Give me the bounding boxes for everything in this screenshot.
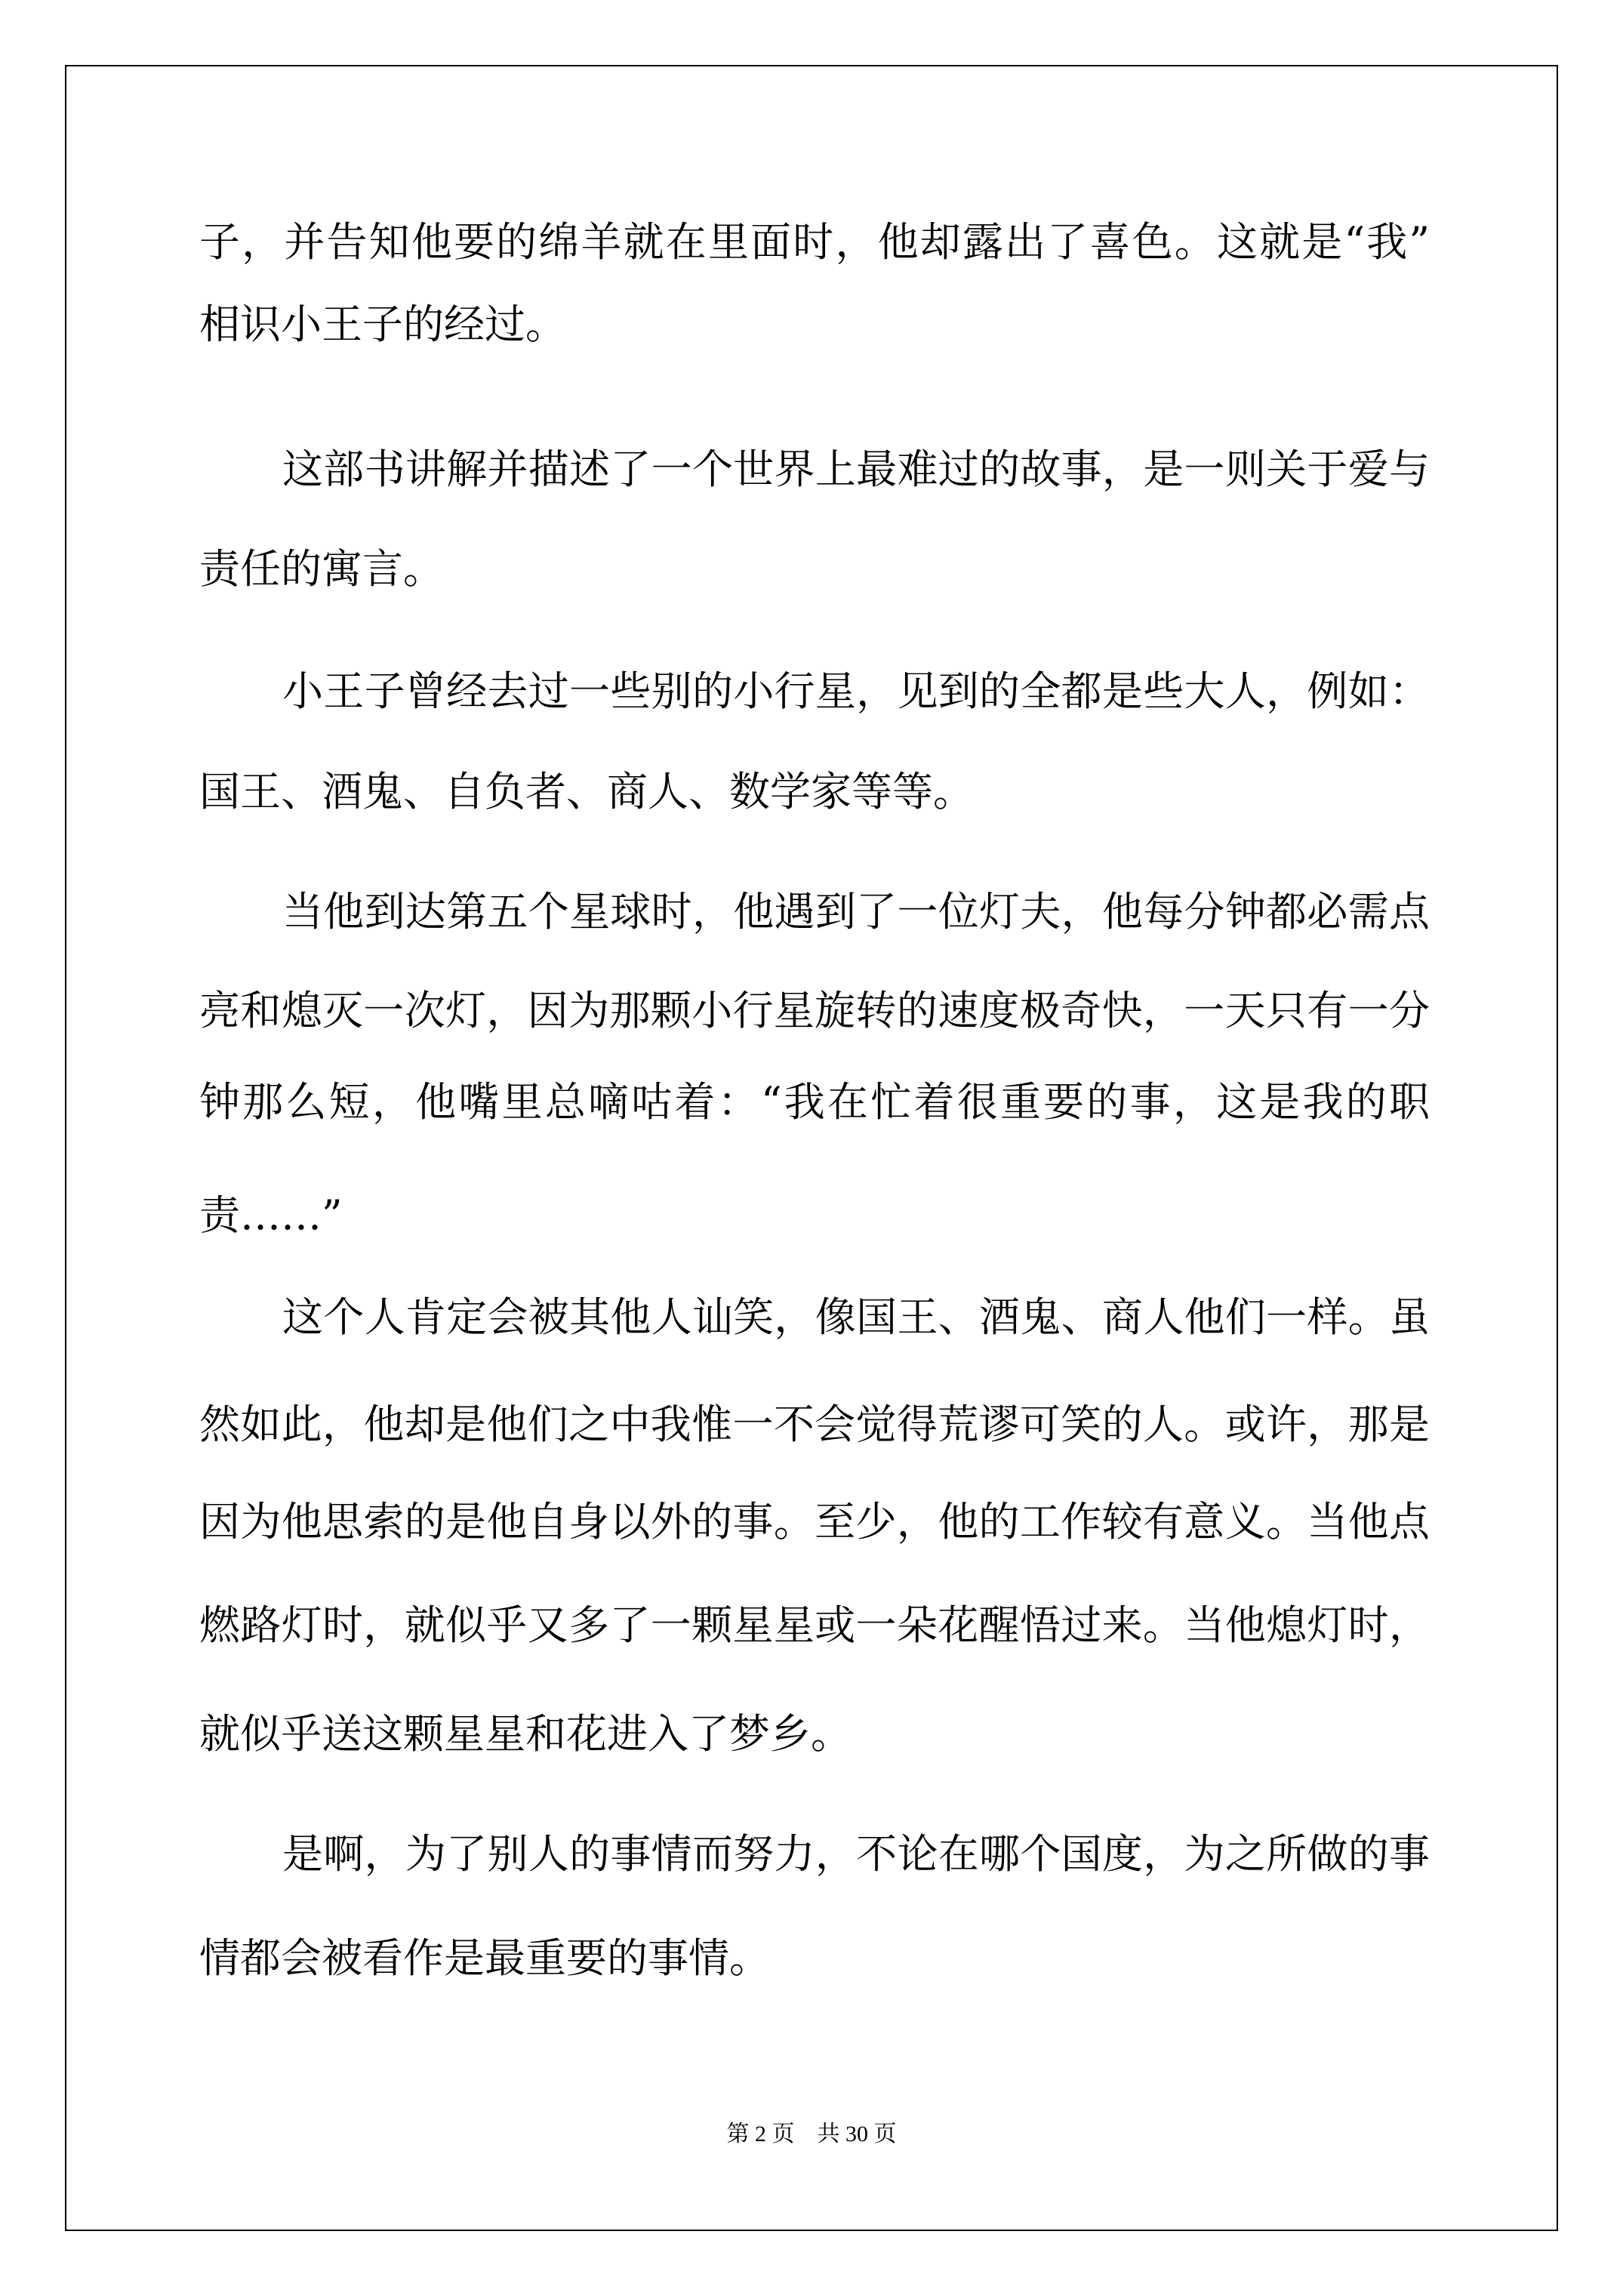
paragraph-4-line-3: 钟那么短，他嘴里总嘀咕着：“我在忙着很重要的事，这是我的职 <box>199 1078 1430 1126</box>
paragraph-3-line-2: 国王、酒鬼、自负者、商人、数学家等等。 <box>199 768 974 815</box>
paragraph-6-line-2: 情都会被看作是最重要的事情。 <box>199 1934 770 1982</box>
paragraph-5-line-4: 燃路灯时，就似乎又多了一颗星星或一朵花醒悟过来。当他熄灯时， <box>199 1601 1430 1649</box>
paragraph-3-line-1: 小王子曾经去过一些别的小行星，见到的全都是些大人，例如： <box>282 667 1430 715</box>
paragraph-4-line-1: 当他到达第五个星球时，他遇到了一位灯夫，他每分钟都必需点 <box>282 888 1430 935</box>
paragraph-5-line-5: 就似乎送这颗星星和花进入了梦乡。 <box>199 1710 852 1758</box>
paragraph-5-line-2: 然如此，他却是他们之中我惟一不会觉得荒谬可笑的人。或许，那是 <box>199 1401 1430 1448</box>
paragraph-1-line-1: 子，并告知他要的绵羊就在里面时，他却露出了喜色。这就是“我” <box>199 218 1430 266</box>
paragraph-4-line-2: 亮和熄灭一次灯，因为那颗小行星旋转的速度极奇快，一天只有一分 <box>199 987 1430 1034</box>
page-number: 第 2 页 共 30 页 <box>726 2122 897 2147</box>
paragraph-2-line-1: 这部书讲解并描述了一个世界上最难过的故事，是一则关于爱与 <box>282 445 1430 493</box>
paragraph-5-line-3: 因为他思索的是他自身以外的事。至少，他的工作较有意义。当他点 <box>199 1498 1430 1546</box>
paragraph-5-line-1: 这个人肯定会被其他人讪笑，像国王、酒鬼、商人他们一样。虽 <box>282 1293 1430 1341</box>
paragraph-6-line-1: 是啊，为了别人的事情而努力，不论在哪个国度，为之所做的事 <box>282 1830 1430 1878</box>
paragraph-2-line-2: 责任的寓言。 <box>199 545 444 593</box>
paragraph-4-line-4: 责……” <box>199 1191 343 1239</box>
paragraph-1-line-2: 相识小王子的经过。 <box>199 300 566 348</box>
page-frame <box>65 65 1558 2231</box>
